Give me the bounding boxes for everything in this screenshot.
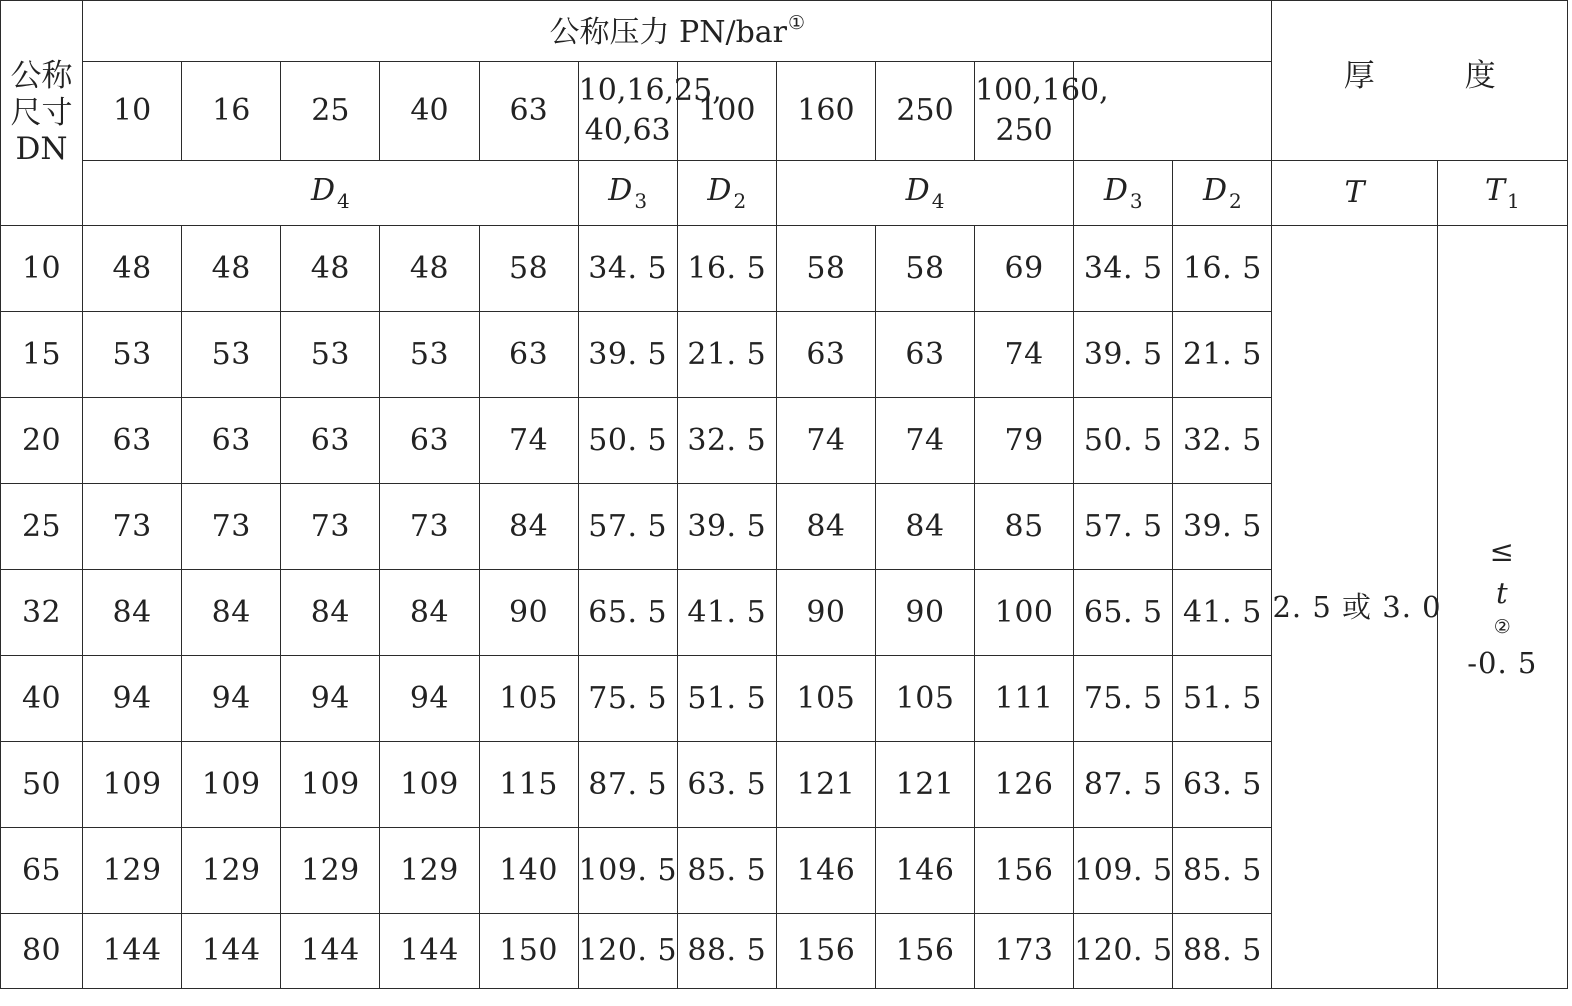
table-cell: 144 (380, 914, 479, 989)
dn-cell: 40 (1, 656, 83, 742)
pn-header-line: 100,160, (975, 72, 1109, 108)
symbol-base: T (1344, 175, 1365, 211)
pn-header-line: 40,63 (584, 113, 671, 148)
table-cell: 84 (380, 570, 479, 656)
table-cell: 105 (479, 656, 578, 742)
table-cell: 75. 5 (578, 656, 677, 742)
table-cell: 73 (182, 484, 281, 570)
symbol-d4 (83, 161, 579, 226)
table-cell: 156 (975, 828, 1074, 914)
dn-cell: 25 (1, 484, 83, 570)
table-cell: 48 (281, 226, 380, 312)
table-cell: 94 (380, 656, 479, 742)
table-cell: 21. 5 (1173, 312, 1272, 398)
symbol-subscript: 4 (337, 188, 350, 213)
table-cell: 109 (380, 742, 479, 828)
table-cell: 74 (875, 398, 974, 484)
table-cell: 53 (83, 312, 182, 398)
table-cell: 50. 5 (578, 398, 677, 484)
thickness-title: 厚 度 (1343, 58, 1536, 95)
symbol-base: D (608, 172, 633, 208)
table-cell: 90 (875, 570, 974, 656)
table-cell: 48 (380, 226, 479, 312)
table-cell: 84 (776, 484, 875, 570)
table-cell: 39. 5 (578, 312, 677, 398)
table-cell: 129 (83, 828, 182, 914)
header-row-pressure (1, 1, 1568, 62)
symbol-t1 (1437, 161, 1567, 226)
table-body (1, 226, 1568, 989)
symbol-base: D (310, 172, 336, 208)
symbol-base: D (1103, 172, 1128, 208)
table-cell: 173 (975, 914, 1074, 989)
table-cell: 88. 5 (677, 914, 776, 989)
table-cell: 146 (875, 828, 974, 914)
table-cell: 63 (875, 312, 974, 398)
table-cell: 109 (281, 742, 380, 828)
table-cell: 129 (182, 828, 281, 914)
table-cell: 144 (281, 914, 380, 989)
table-cell: 63 (281, 398, 380, 484)
pn-header-line: 250 (896, 93, 954, 129)
thickness-t1-value (1437, 226, 1567, 989)
table-cell: 65. 5 (578, 570, 677, 656)
table-cell: 63 (83, 398, 182, 484)
table-cell: 74 (776, 398, 875, 484)
table-cell: 150 (479, 914, 578, 989)
t1-offset: -0. 5 (1467, 645, 1538, 680)
dn-cell: 50 (1, 742, 83, 828)
table-cell: 74 (479, 398, 578, 484)
table-cell: 140 (479, 828, 578, 914)
table-cell: 41. 5 (1173, 570, 1272, 656)
dn-cell: 65 (1, 828, 83, 914)
table-cell: 105 (875, 656, 974, 742)
pn-header-cell (182, 62, 281, 161)
table-cell: 84 (479, 484, 578, 570)
table-cell: 84 (281, 570, 380, 656)
table-cell: 63 (479, 312, 578, 398)
pressure-footnote-mark: ① (788, 11, 806, 34)
table-cell: 63 (182, 398, 281, 484)
t1-prefix: ≤ (1489, 534, 1515, 569)
pn-header-cell (380, 62, 479, 161)
table-cell: 79 (975, 398, 1074, 484)
table-cell: 51. 5 (677, 656, 776, 742)
table-row (1, 226, 1568, 312)
table-cell: 57. 5 (578, 484, 677, 570)
table-cell: 109. 5 (578, 828, 677, 914)
table-cell: 146 (776, 828, 875, 914)
table-cell: 85 (975, 484, 1074, 570)
symbol-d4-high (776, 161, 1073, 226)
pn-header-cell (281, 62, 380, 161)
table-cell: 63. 5 (1173, 742, 1272, 828)
pn-header-cell (578, 62, 722, 161)
table-cell: 85. 5 (677, 828, 776, 914)
table-cell: 73 (380, 484, 479, 570)
table-cell: 53 (380, 312, 479, 398)
table-cell: 84 (182, 570, 281, 656)
symbol-base: T (1484, 172, 1505, 208)
table-cell: 105 (776, 656, 875, 742)
header-row-symbols (1, 161, 1568, 226)
table-cell: 94 (281, 656, 380, 742)
pn-header-line: 40 (410, 93, 449, 129)
dn-cell: 15 (1, 312, 83, 398)
pn-header-cell (875, 62, 974, 161)
table-cell: 74 (975, 312, 1074, 398)
table-cell: 121 (875, 742, 974, 828)
symbol-d2 (677, 161, 776, 226)
table-cell: 16. 5 (1173, 226, 1272, 312)
table-cell: 90 (479, 570, 578, 656)
table-cell: 88. 5 (1173, 914, 1272, 989)
pn-header-line: 10 (113, 93, 152, 129)
table-cell: 65. 5 (1074, 570, 1173, 656)
table-cell: 90 (776, 570, 875, 656)
table-cell: 21. 5 (677, 312, 776, 398)
pn-header-line: 250 (995, 113, 1053, 148)
table-cell: 58 (776, 226, 875, 312)
dn-cell: 10 (1, 226, 83, 312)
table-cell: 39. 5 (1074, 312, 1173, 398)
table-cell: 94 (182, 656, 281, 742)
table-cell: 57. 5 (1074, 484, 1173, 570)
table-cell: 144 (83, 914, 182, 989)
table-cell: 85. 5 (1173, 828, 1272, 914)
table-cell: 41. 5 (677, 570, 776, 656)
pn-header-line: 63 (509, 93, 548, 129)
table-cell: 121 (776, 742, 875, 828)
table-cell: 120. 5 (578, 914, 677, 989)
table-cell: 115 (479, 742, 578, 828)
table-cell: 109. 5 (1074, 828, 1173, 914)
symbol-d3-high (1074, 161, 1173, 226)
table-cell: 58 (479, 226, 578, 312)
table-cell: 87. 5 (578, 742, 677, 828)
t1-value-line1 (1438, 530, 1567, 642)
pn-header-line: 25 (311, 93, 350, 129)
thickness-header (1272, 1, 1568, 161)
table-cell: 73 (281, 484, 380, 570)
dn-header-line: 尺寸 (10, 94, 73, 131)
table-cell: 63 (776, 312, 875, 398)
table-cell: 156 (875, 914, 974, 989)
table-cell: 156 (776, 914, 875, 989)
symbol-d2-high (1173, 161, 1272, 226)
table-cell: 75. 5 (1074, 656, 1173, 742)
table-cell: 58 (875, 226, 974, 312)
pn-header-line: 10,16,25, (578, 72, 722, 108)
pressure-header (83, 1, 1272, 62)
pressure-title: 公称压力 PN/bar (549, 14, 788, 50)
table-cell: 129 (281, 828, 380, 914)
dn-header-line: 公称 (10, 58, 73, 95)
table-cell: 94 (83, 656, 182, 742)
symbol-subscript: 2 (733, 188, 747, 213)
dn-header-line: DN (15, 131, 68, 168)
table-cell: 32. 5 (677, 398, 776, 484)
table-cell: 69 (975, 226, 1074, 312)
symbol-base: D (707, 172, 732, 208)
table-cell: 53 (281, 312, 380, 398)
table-cell: 120. 5 (1074, 914, 1173, 989)
table-cell: 32. 5 (1173, 398, 1272, 484)
symbol-base: D (1202, 172, 1228, 208)
pn-header-line: 160 (797, 93, 855, 129)
table-cell: 144 (182, 914, 281, 989)
pn-header-cell (479, 62, 578, 161)
table-cell: 34. 5 (1074, 226, 1173, 312)
table-cell: 109 (83, 742, 182, 828)
table-cell: 34. 5 (578, 226, 677, 312)
table-cell: 48 (83, 226, 182, 312)
table-cell: 84 (83, 570, 182, 656)
dn-cell: 80 (1, 914, 83, 989)
symbol-subscript: 1 (1506, 188, 1520, 213)
table-cell: 111 (975, 656, 1074, 742)
table-cell: 87. 5 (1074, 742, 1173, 828)
table-cell: 109 (182, 742, 281, 828)
table-cell: 51. 5 (1173, 656, 1272, 742)
table-cell: 100 (975, 570, 1074, 656)
t1-footnote-mark: ② (1493, 616, 1512, 639)
table-cell: 53 (182, 312, 281, 398)
symbol-subscript: 4 (931, 188, 945, 213)
table-cell: 84 (875, 484, 974, 570)
table-cell: 50. 5 (1074, 398, 1173, 484)
symbol-base: D (905, 172, 930, 208)
symbol-subscript: 2 (1229, 188, 1242, 213)
symbol-t (1272, 161, 1437, 226)
table-cell: 63. 5 (677, 742, 776, 828)
t1-letter: t (1496, 576, 1509, 611)
table-cell: 129 (380, 828, 479, 914)
pn-header-line: 100 (698, 93, 756, 129)
table-cell: 16. 5 (677, 226, 776, 312)
table-cell: 39. 5 (1173, 484, 1272, 570)
dn-header (1, 1, 83, 226)
table-cell: 39. 5 (677, 484, 776, 570)
table-cell: 73 (83, 484, 182, 570)
table-cell: 48 (182, 226, 281, 312)
pn-header-cell (776, 62, 875, 161)
symbol-subscript: 3 (1129, 188, 1143, 213)
dn-cell: 20 (1, 398, 83, 484)
dn-cell: 32 (1, 570, 83, 656)
table-cell: 63 (380, 398, 479, 484)
table-cell: 126 (975, 742, 1074, 828)
pn-header-cell (975, 62, 1109, 161)
thickness-t-value: 2. 5 或 3. 0 (1272, 226, 1437, 989)
symbol-subscript: 3 (634, 188, 648, 213)
pn-header-cell (83, 62, 182, 161)
symbol-d3 (578, 161, 677, 226)
pn-header-line: 16 (212, 93, 251, 129)
